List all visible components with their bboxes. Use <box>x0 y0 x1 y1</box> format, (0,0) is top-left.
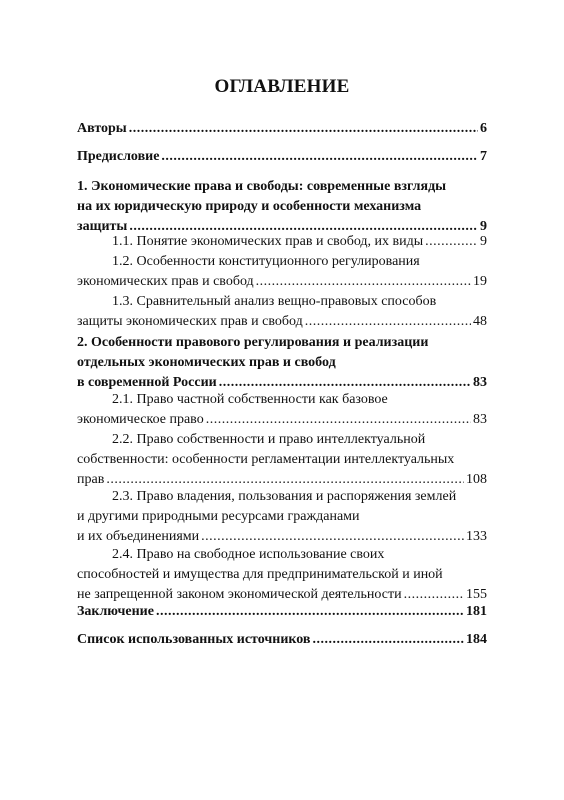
toc-entry[interactable] <box>77 252 487 292</box>
dot-leader <box>256 272 471 292</box>
toc-page-number: 155 <box>466 587 487 602</box>
toc-entry-line: отдельных экономических прав и свобод <box>77 355 336 370</box>
toc-page-number: 184 <box>466 632 487 647</box>
dot-leader <box>161 147 478 167</box>
dot-leader <box>156 602 464 622</box>
dot-leader <box>201 527 464 547</box>
toc-entry[interactable] <box>77 333 487 393</box>
toc-page-number: 181 <box>466 604 487 619</box>
dot-leader <box>206 410 471 430</box>
toc-entry-line: 1.3. Сравнительный анализ вещно-правовых способов <box>112 294 437 309</box>
toc-entry-line: 1. Экономические права и свободы: современные взгляды <box>77 179 447 194</box>
toc-entry-title: защиты <box>77 219 128 234</box>
toc-page-number: 83 <box>473 375 487 390</box>
toc-entry-last-line <box>77 147 487 167</box>
toc-entry-line: 2.1. Право частной собственности как базовое <box>112 392 388 407</box>
toc-entry[interactable] <box>77 147 487 167</box>
toc-entry[interactable] <box>77 430 487 490</box>
toc-entry[interactable] <box>77 602 487 622</box>
toc-entry-last-line <box>77 602 487 622</box>
toc-entry[interactable] <box>77 292 487 332</box>
toc-entry-title: в современной России <box>77 375 217 390</box>
toc-page-number: 6 <box>480 121 487 136</box>
toc-entry-last-line <box>77 119 487 139</box>
toc-entry[interactable] <box>77 487 487 547</box>
toc-entry-line: 2.4. Право на свободное использование своих <box>112 547 385 562</box>
toc-page-number: 83 <box>473 412 487 427</box>
toc-entry-last-line <box>77 527 487 547</box>
toc-entry-title: экономических прав и свобод <box>77 274 254 289</box>
toc-entry-title: 1.1. Понятие экономических прав и свобод, их виды <box>112 234 424 249</box>
toc-entry-line: 1.2. Особенности конституционного регулирования <box>112 254 420 269</box>
toc-page-number: 9 <box>480 234 487 249</box>
toc-entry[interactable] <box>77 119 487 139</box>
toc-page-number: 19 <box>473 274 487 289</box>
toc-page-number: 48 <box>473 314 487 329</box>
toc-entry[interactable] <box>77 630 487 650</box>
toc-entry[interactable] <box>77 545 487 605</box>
toc-entry-title: не запрещенной законом экономической деятельности <box>77 587 402 602</box>
toc-entry-title: Авторы <box>77 121 127 136</box>
toc-entry-last-line <box>77 312 487 332</box>
toc-page-number: 133 <box>466 529 487 544</box>
toc-entry-last-line <box>77 272 487 292</box>
toc-entry[interactable] <box>77 177 487 237</box>
toc-page-number: 108 <box>466 472 487 487</box>
toc-entry-last-line <box>77 232 487 252</box>
toc-entry-line: собственности: особенности регламентации интеллектуальных <box>77 452 455 467</box>
toc-entry-line: 2.3. Право владения, пользования и распоряжения землей <box>112 489 457 504</box>
dot-leader <box>305 312 471 332</box>
dot-leader <box>425 232 478 252</box>
toc-entry-title: экономическое право <box>77 412 204 427</box>
page-title: ОГЛАВЛЕНИЕ <box>214 76 350 97</box>
toc-entry[interactable] <box>77 232 487 252</box>
toc-entry-line: 2. Особенности правового регулирования и реализации <box>77 335 429 350</box>
dot-leader <box>129 119 478 139</box>
toc-entry-title: и их объединениями <box>77 529 200 544</box>
toc-entry-line: на их юридическую природу и особенности механизма <box>77 199 422 214</box>
toc-entry-line: и другими природными ресурсами гражданами <box>77 509 360 524</box>
dot-leader <box>313 630 465 650</box>
toc-entry-line: 2.2. Право собственности и право интеллектуальной <box>112 432 426 447</box>
toc-entry-last-line <box>77 630 487 650</box>
toc-page-number: 9 <box>480 219 487 234</box>
toc-entry-title: Предисловие <box>77 149 160 164</box>
toc-entry[interactable] <box>77 390 487 430</box>
toc-entry-line: способностей и имущества для предпринимательской и иной <box>77 567 443 582</box>
toc-entry-title: Список использованных источников <box>77 632 311 647</box>
toc-entry-title: Заключение <box>77 604 154 619</box>
toc-page-number: 7 <box>480 149 487 164</box>
toc-entry-last-line <box>77 410 487 430</box>
toc-entry-title: защиты экономических прав и свобод <box>77 314 303 329</box>
toc-entry-title: прав <box>77 472 105 487</box>
